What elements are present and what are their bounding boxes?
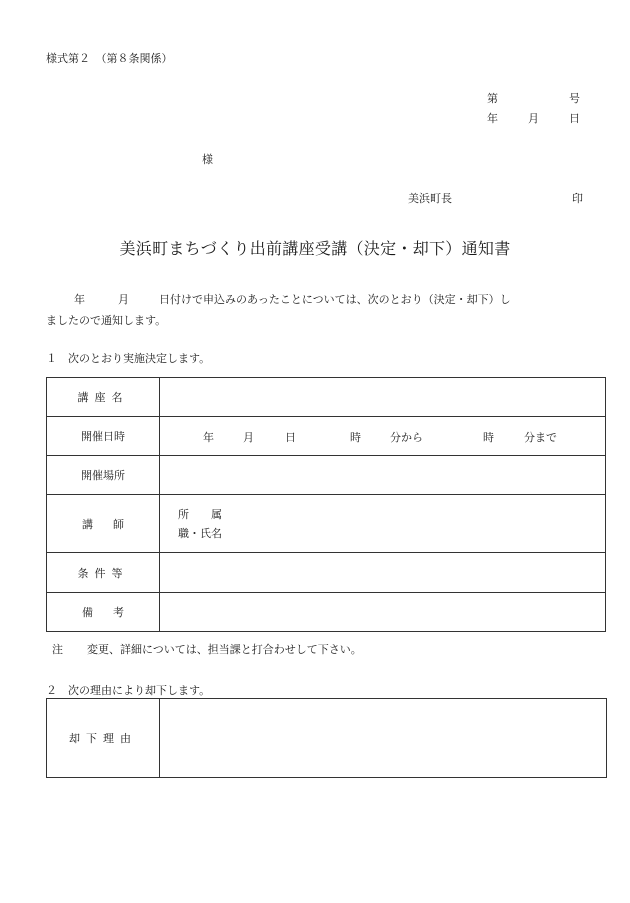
dt-year: 年 xyxy=(203,431,214,444)
rejection-table xyxy=(46,698,607,778)
conditions-field[interactable] xyxy=(160,553,606,593)
rejection-reason-field[interactable] xyxy=(160,699,607,778)
datetime-field[interactable] xyxy=(160,417,606,456)
table-row xyxy=(47,553,606,593)
table-row xyxy=(47,378,606,417)
datetime-label: 開催日時 xyxy=(47,417,160,456)
date-year-label: 年 xyxy=(487,112,498,125)
note-prefix: 注 xyxy=(52,643,63,656)
dt-minute-from: 分から xyxy=(390,431,423,444)
intro-line-1 xyxy=(74,291,511,307)
date-day-label: 日 xyxy=(569,112,580,125)
section2-heading: ２ 次の理由により却下します。 xyxy=(46,684,211,697)
decision-table xyxy=(46,377,606,632)
rejection-reason-label: 却下理由 xyxy=(47,699,160,778)
table-row xyxy=(47,495,606,553)
table-row xyxy=(47,593,606,632)
note-text: 変更、詳細については、担当課と打合わせして下さい。 xyxy=(87,643,362,656)
form-number: 様式第２ （第８条関係） xyxy=(46,52,173,65)
date-month-label: 月 xyxy=(528,112,539,125)
dt-hour-from: 時 xyxy=(350,431,361,444)
venue-field[interactable] xyxy=(160,456,606,495)
table-row xyxy=(47,456,606,495)
remarks-field[interactable] xyxy=(160,593,606,632)
title-name-label: 職・氏名 xyxy=(178,526,222,540)
venue-label: 開催場所 xyxy=(47,456,160,495)
dt-day: 日 xyxy=(285,431,296,444)
document-title: 美浜町まちづくり出前講座受講（決定・却下）通知書 xyxy=(119,239,511,258)
instructor-field[interactable] xyxy=(160,495,606,553)
document-number-suffix: 号 xyxy=(569,92,580,105)
course-name-label: 講座名 xyxy=(47,378,160,417)
issuer xyxy=(408,190,583,206)
seal-mark: 印 xyxy=(572,192,583,205)
intro-year: 年 xyxy=(74,293,85,306)
table-row xyxy=(47,699,607,778)
issuer-name: 美浜町長 xyxy=(408,192,452,205)
note xyxy=(52,641,362,657)
addressee-suffix: 様 xyxy=(202,153,213,166)
section1-heading: １ 次のとおり実施決定します。 xyxy=(46,352,211,365)
intro-month: 月 xyxy=(118,293,129,306)
remarks-label: 備考 xyxy=(47,593,160,632)
intro-line-2: ましたので通知します。 xyxy=(46,314,167,327)
dt-minute-to: 分まで xyxy=(524,431,557,444)
instructor-label: 講師 xyxy=(47,495,160,553)
conditions-label: 条件等 xyxy=(47,553,160,593)
course-name-field[interactable] xyxy=(160,378,606,417)
intro-text: 日付けで申込みのあったことについては、次のとおり（決定・却下）し xyxy=(159,293,511,306)
dt-month: 月 xyxy=(243,431,254,444)
affiliation-label: 所 属 xyxy=(178,507,222,521)
dt-hour-to: 時 xyxy=(483,431,494,444)
table-row xyxy=(47,417,606,456)
document-number-prefix: 第 xyxy=(487,92,498,105)
